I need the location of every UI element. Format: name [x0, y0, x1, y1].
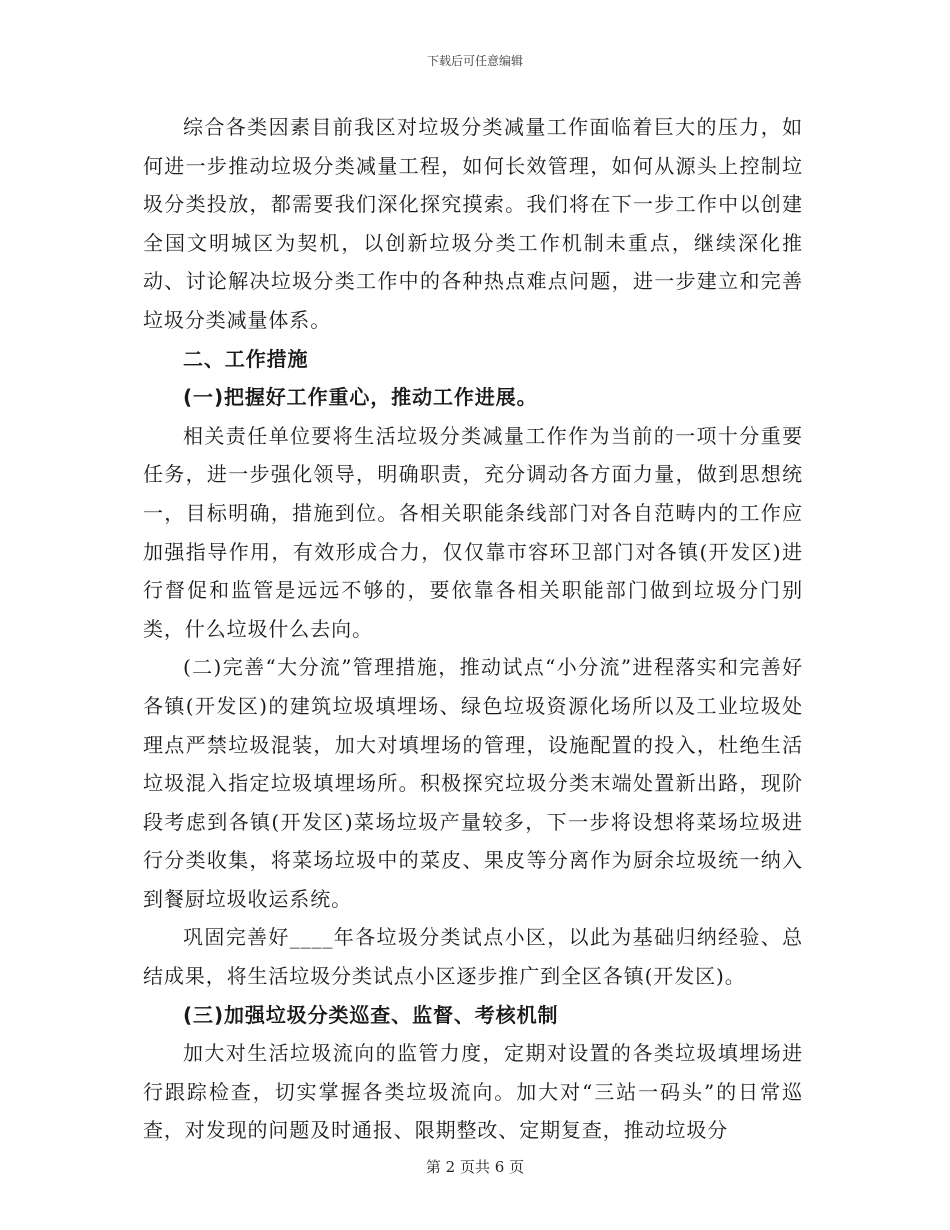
subheading-3: (三)加强垃圾分类巡查、监督、考核机制 — [183, 1002, 559, 1027]
subheading-1: (一)把握好工作重心，推动工作进展。 — [183, 385, 538, 410]
section-heading-measures: 二、工作措施 — [183, 346, 309, 371]
paragraph-supervision: 加大对生活垃圾流向的监管力度，定期对设置的各类垃圾填埋场进行跟踪检查，切实掌握各类垃圾流向。加大对“三站一码头”的日常巡查，对发现的问题及时通报、限期整改、定期复查，推动垃圾分 — [143, 1041, 803, 1143]
paragraph-pilot: 巩固完善好____年各垃圾分类试点小区，以此为基础归纳经验、总结成果，将生活垃圾分类试点小区逐步推广到全区各镇(开发区)。 — [143, 925, 803, 989]
paragraph-diversion: (二)完善“大分流”管理措施，推动试点“小分流”进程落实和完善好各镇(开发区)的建筑垃圾填埋场、绿色垃圾资源化场所以及工业垃圾处理点严禁垃圾混装，加大对填埋场的管理，设施配置的投入，杜绝生活垃圾混入指定垃圾填埋场所。积极探究垃圾分类末端处置新出路，现阶段考虑到各镇(开发区)菜场垃圾产量较多，下一步将设想将菜场垃圾进行分类收集，将菜场垃圾中的菜皮、果皮等分离作为厨余垃圾统一纳入到餐厨垃圾收运系统。 — [143, 655, 803, 911]
paragraph-intro: 综合各类因素目前我区对垃圾分类减量工作面临着巨大的压力，如何进一步推动垃圾分类减量工程，如何长效管理，如何从源头上控制垃圾分类投放，都需要我们深化探究摸索。我们将在下一步工作中以创建全国文明城区为契机，以创新垃圾分类工作机制未重点，继续深化推动、讨论解决垃圾分类工作中的各种热点难点问题，进一步建立和完善垃圾分类减量体系。 — [143, 115, 803, 332]
page-footer: 第 2 页共 6 页 — [425, 1158, 525, 1176]
page-header: 下载后可任意编辑 — [426, 54, 523, 68]
document-body — [143, 108, 803, 1150]
paragraph-responsibility: 相关责任单位要将生活垃圾分类减量工作作为当前的一项十分重要任务，进一步强化领导，明确职责，充分调动各方面力量，做到思想统一，目标明确，措施到位。各相关职能条线部门对各自范畴内的工作应加强指导作用，有效形成合力，仅仅靠市容环卫部门对各镇(开发区)进行督促和监管是远远不够的，要依靠各相关职能部门做到垃圾分门别类，什么垃圾什么去向。 — [143, 423, 803, 641]
